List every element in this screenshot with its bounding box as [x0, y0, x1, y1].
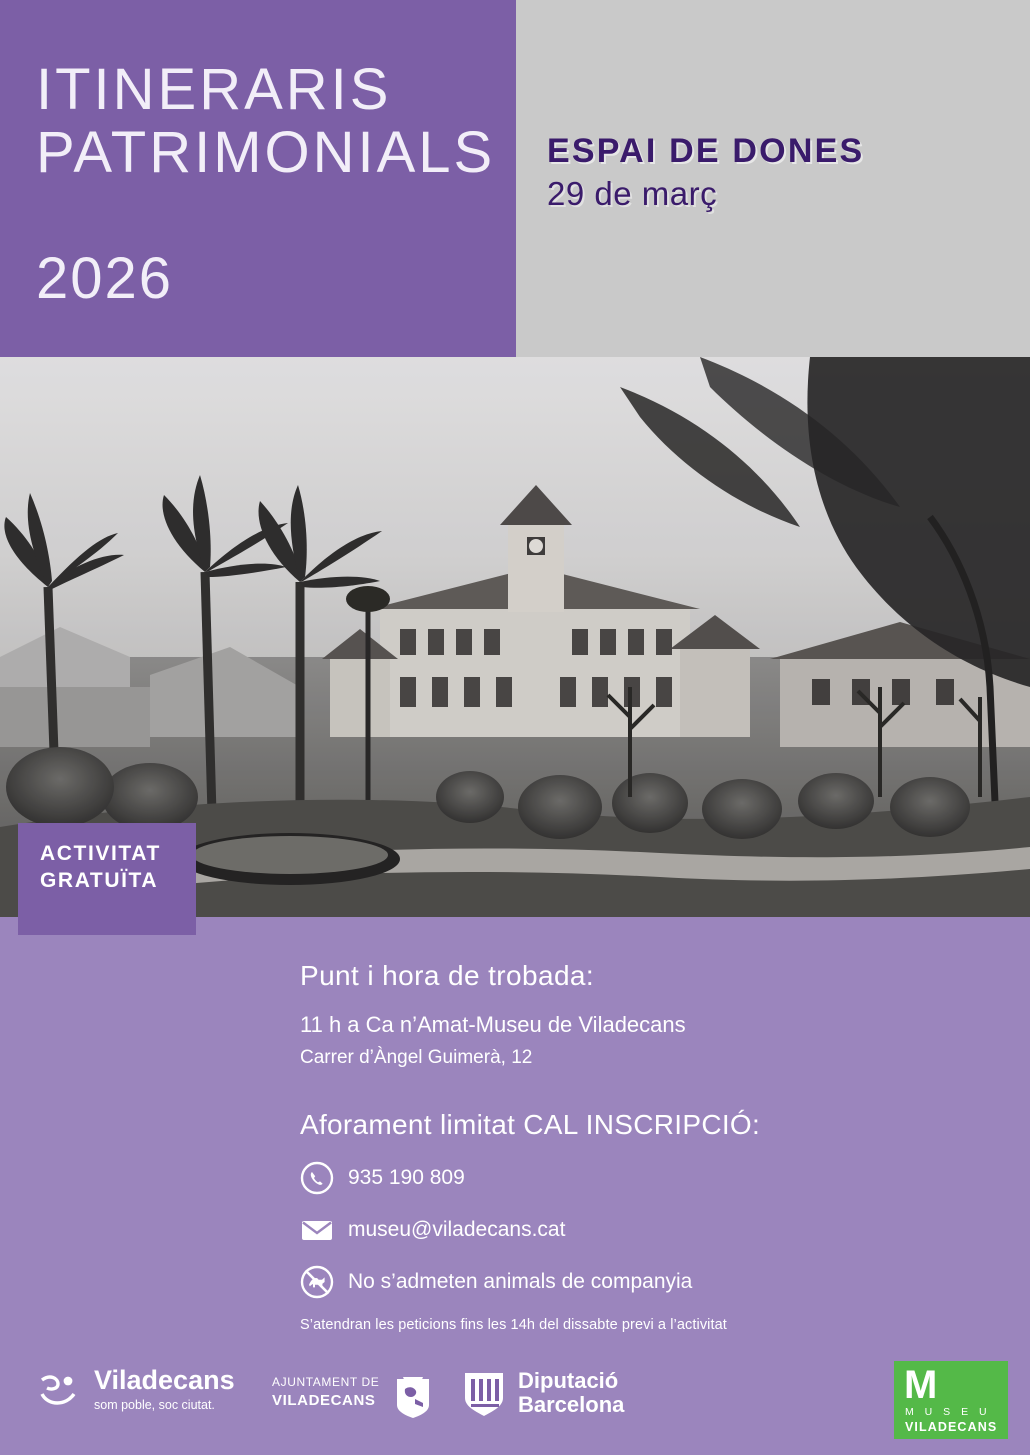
poster-header: [0, 0, 1030, 357]
phone-number[interactable]: 935 190 809: [348, 1166, 465, 1189]
meeting-heading: Punt i hora de trobada:: [300, 960, 595, 991]
diputacio-line-2: Barcelona: [518, 1392, 625, 1418]
viladecans-wordmark: [94, 1367, 235, 1412]
title-line-1: ITINERARIS: [36, 57, 392, 122]
registration-footnote: S’atendran les peticions fins les 14h del dissabte previ a l’activitat: [300, 1317, 727, 1333]
museu-m-icon: M: [904, 1363, 938, 1407]
museu-line-1: M U S E U: [905, 1406, 991, 1418]
header-subtitle-block: [547, 132, 1017, 213]
ajuntament-line-1: AJUNTAMENT DE: [272, 1375, 380, 1389]
info-block: [300, 960, 1000, 1333]
meeting-time-place: 11 h a Ca n’Amat-Museu de Viladecans: [300, 1012, 686, 1037]
envelope-icon: [300, 1213, 334, 1247]
phone-icon: [300, 1161, 334, 1195]
title-line-2: PATRIMONIALS: [36, 120, 496, 186]
viladecans-name: Viladecans: [94, 1365, 235, 1395]
museu-line-2: VILADECANS: [905, 1420, 998, 1434]
title-year: 2026: [36, 246, 174, 311]
poster-date: 29 de març: [547, 175, 718, 212]
meeting-address: Carrer d’Àngel Guimerà, 12: [300, 1047, 533, 1068]
logo-viladecans: [38, 1367, 235, 1412]
contact-row-phone: [300, 1161, 1000, 1195]
badge-stem: [18, 907, 196, 935]
page-title: [36, 58, 495, 184]
logo-ajuntament: [272, 1375, 433, 1419]
diputacio-line-1: Diputació: [518, 1368, 619, 1393]
poster-subtitle: ESPAI DE DONES: [547, 132, 865, 170]
viladecans-smile-icon: [38, 1368, 82, 1412]
email-address[interactable]: museu@viladecans.cat: [348, 1218, 566, 1241]
logo-museu-viladecans: [894, 1361, 1008, 1439]
contact-row-email: [300, 1213, 1000, 1247]
footer-logos: [0, 1345, 1030, 1455]
diputacio-crest-icon: [462, 1370, 506, 1416]
badge-line-2: GRATUÏTA: [40, 868, 159, 892]
ajuntament-line-2: VILADECANS: [272, 1392, 376, 1409]
ajuntament-crest-icon: [393, 1375, 433, 1419]
no-pets-icon: [300, 1265, 334, 1299]
pets-notice: No s’admeten animals de companyia: [348, 1270, 693, 1293]
status-badge: [18, 823, 196, 907]
logo-diputacio: [462, 1369, 624, 1417]
registration-heading: Aforament limitat CAL INSCRIPCIÓ:: [300, 1109, 761, 1140]
viladecans-tagline: som poble, soc ciutat.: [94, 1398, 215, 1412]
contact-row-pets: [300, 1265, 1000, 1299]
badge-line-1: ACTIVITAT: [40, 842, 161, 865]
